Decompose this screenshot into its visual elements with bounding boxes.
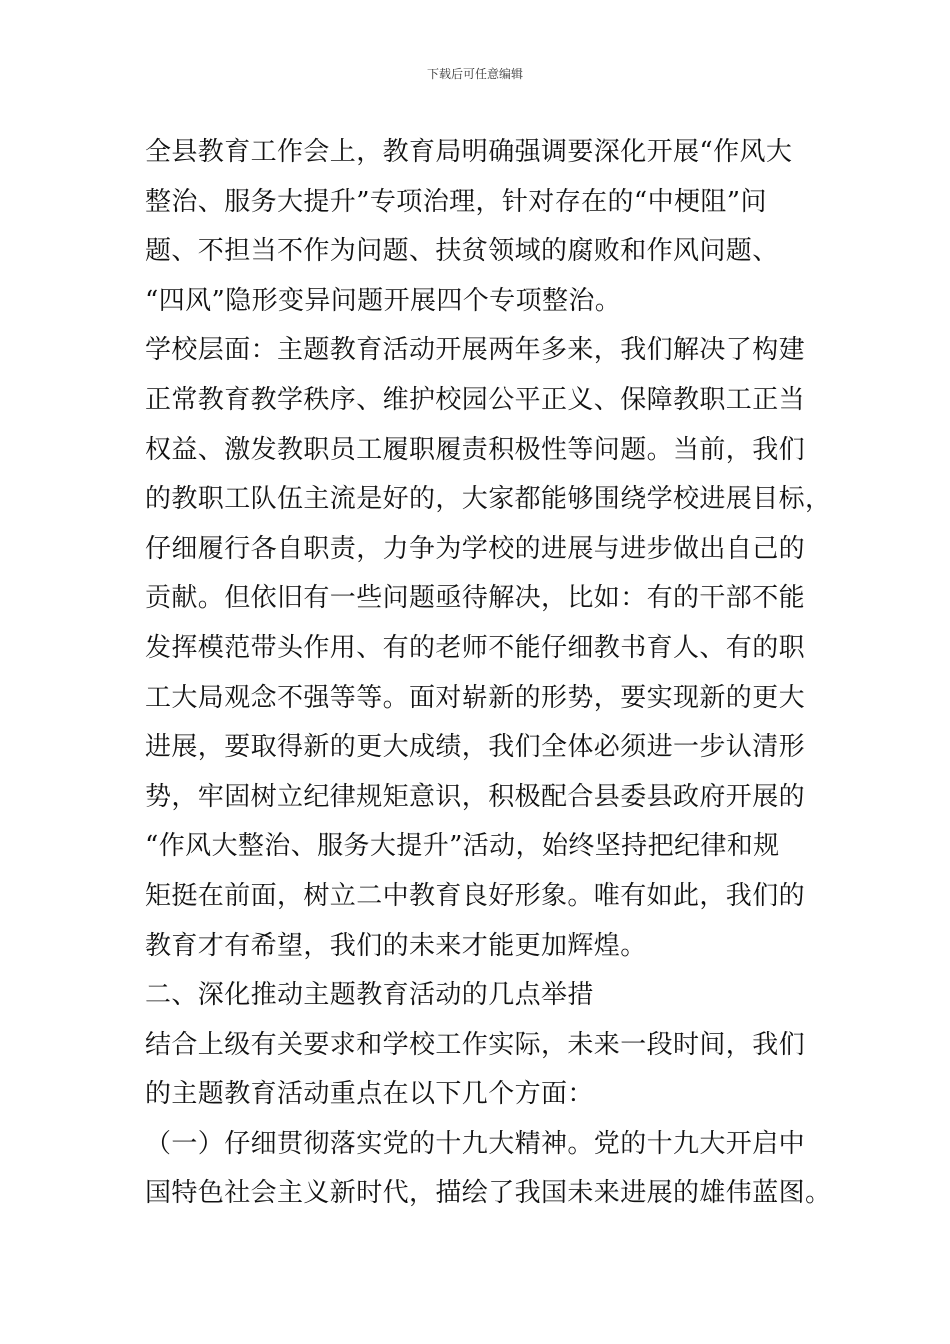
text-line: 学校层面：主题教育活动开展两年多来，我们解决了构建 xyxy=(145,335,806,366)
text-line: 贡献。但依旧有一些问题亟待解决，比如：有的干部不能 xyxy=(145,583,806,614)
text-line: 结合上级有关要求和学校工作实际，未来一段时间，我们 xyxy=(145,1029,806,1060)
text-line: 题、不担当不作为问题、扶贫领域的腐败和作风问题、 xyxy=(145,236,779,267)
text-line: 仔细履行各自职责，力争为学校的进展与进步做出自己的 xyxy=(145,533,806,564)
page-header: 下载后可任意编辑 xyxy=(426,67,523,81)
text-line: （一）仔细贯彻落实党的十九大精神。党的十九大开启中 xyxy=(145,1128,806,1159)
text-line: 工大局观念不强等等。面对崭新的形势，要实现新的更大 xyxy=(145,682,806,713)
text-line: 的主题教育活动重点在以下几个方面： xyxy=(145,1079,594,1110)
text-line: 国特色社会主义新时代，描绘了我国未来进展的雄伟蓝图。 xyxy=(145,1178,832,1209)
text-line: 教育才有希望，我们的未来才能更加辉煌。 xyxy=(145,930,647,961)
text-line: “作风大整治、服务大提升”活动，始终坚持把纪律和规 xyxy=(145,831,780,862)
text-line: 整治、服务大提升”专项治理，针对存在的“中梗阻”问 xyxy=(145,186,767,217)
text-line: 正常教育教学秩序、维护校园公平正义、保障教职工正当 xyxy=(145,384,806,415)
text-line: 全县教育工作会上，教育局明确强调要深化开展“作风大 xyxy=(145,137,793,167)
text-line: 势，牢固树立纪律规矩意识，积极配合县委县政府开展的 xyxy=(145,781,806,812)
text-line: “四风”隐形变异问题开展四个专项整治。 xyxy=(145,285,622,316)
document-body xyxy=(145,128,845,1219)
text-line: 的教职工队伍主流是好的，大家都能够围绕学校进展目标， xyxy=(145,484,832,515)
text-line: 进展，要取得新的更大成绩，我们全体必须进一步认清形 xyxy=(145,732,806,763)
text-line: 发挥模范带头作用、有的老师不能仔细教书育人、有的职 xyxy=(145,632,806,663)
section-heading: 二、深化推动主题教育活动的几点举措 xyxy=(145,980,594,1011)
text-line: 矩挺在前面，树立二中教育良好形象。唯有如此，我们的 xyxy=(145,880,806,911)
text-line: 权益、激发教职员工履职履责积极性等问题。当前，我们 xyxy=(145,434,806,465)
